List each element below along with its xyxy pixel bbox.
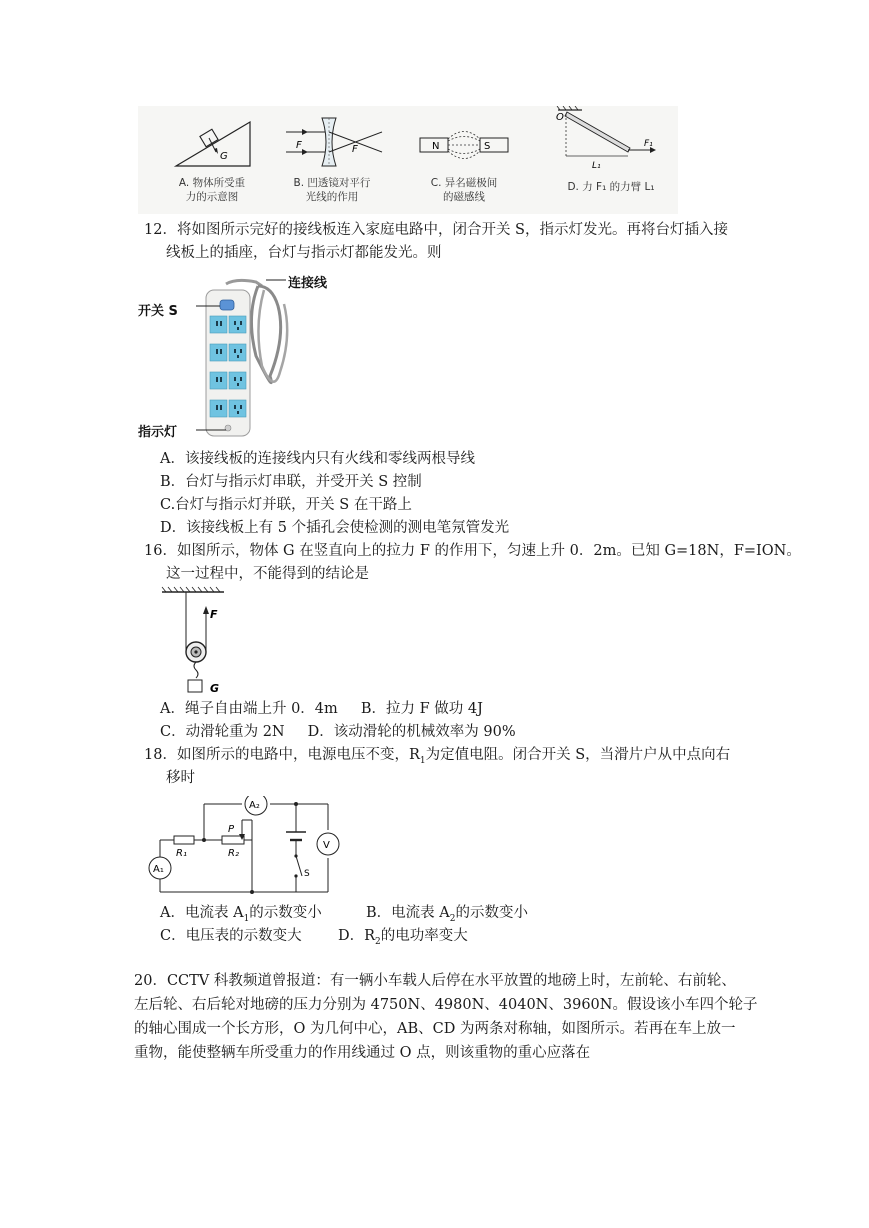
- q18-option-c: C．电压表的示数变大: [160, 928, 302, 944]
- q20-line4: 重物，能使整辆车所受重力的作用线通过 O 点，则该重物的重心应落在: [134, 1045, 591, 1061]
- q16-options-ab: A．绳子自由端上升 0．4m B．拉力 F 做功 4J: [160, 701, 483, 717]
- q11-d-f1-label: F₁: [644, 139, 653, 149]
- q18-label-v: V: [323, 840, 330, 851]
- q18-label-r1: R₁: [176, 848, 187, 859]
- q11-b-caption: B. 凹透镜对平行 光线的作用: [293, 177, 371, 203]
- q18-option-a: A．电流表 $A_1$的示数变小: [160, 905, 322, 924]
- q16-label-g: G: [210, 682, 220, 695]
- q18-option-b: B．电流表 $A_2$的示数变小: [366, 905, 528, 924]
- q18-circuit-figure: [146, 796, 346, 896]
- q11-d-l1-label: L₁: [592, 161, 601, 171]
- q11-b-f-left-label: F: [296, 140, 302, 151]
- q12-option-b: B．台灯与指示灯串联，并受开关 S 控制: [160, 474, 422, 490]
- q18-option-d: D．$R_2$的电功率变大: [338, 928, 468, 947]
- q12-stem-line1: 12．将如图所示完好的接线板连入家庭电路中，闭合开关 S，指示灯发光。再将台灯插入接: [144, 222, 728, 238]
- q18-stem-line1: 18．如图所示的电路中，电源电压不变，$R_1$为定值电阻。闭合开关 S，当滑片户从中点向右: [144, 747, 731, 766]
- q18-label-s: S: [304, 869, 310, 879]
- q12-option-d: D．该接线板上有 5 个插孔会使检测的测电笔氖管发光: [160, 520, 510, 536]
- q16-options-cd: C．动滑轮重为 2N D．该动滑轮的机械效率为 90%: [160, 724, 516, 740]
- q11-d-caption: D. 力 F₁ 的力臂 L₁: [567, 181, 655, 193]
- q11-d-o-label: O: [556, 112, 564, 123]
- q11-a-g-label: G: [220, 151, 228, 162]
- q18-label-r2: R₂: [228, 848, 239, 859]
- q11-b-f-right-label: F: [352, 144, 358, 155]
- q12-label-indicator-light: 指示灯: [138, 425, 178, 440]
- q11-figure-b-lens: [282, 112, 386, 172]
- q11-c-n-label: N: [432, 141, 440, 152]
- q18-label-a2: A₂: [249, 800, 260, 811]
- q16-pulley-figure: [158, 586, 238, 698]
- q12-label-connecting-wire: 连接线: [288, 276, 328, 291]
- q20-line3: 的轴心围成一个长方形，O 为几何中心，AB、CD 为两条对称轴，如图所示。若再在车上放一: [134, 1021, 736, 1037]
- q11-c-s-label: S: [484, 141, 491, 152]
- q11-figure-c-magnets: [418, 126, 510, 166]
- q11-figure-d-lever: [556, 106, 676, 176]
- q11-a-caption: A. 物体所受重 力的示意图: [178, 177, 246, 203]
- q16-label-f: F: [210, 608, 218, 621]
- q20-line2: 左后轮、右后轮对地磅的压力分别为 4750N、4980N、4040N、3960N。假设该小车四个轮子: [134, 997, 758, 1013]
- q12-option-c: C.台灯与指示灯并联，开关 S 在干路上: [160, 497, 412, 513]
- q11-figure-a-incline: [168, 112, 258, 172]
- q12-option-a: A．该接线板的连接线内只有火线和零线两根导线: [160, 451, 475, 467]
- q11-c-caption: C. 异名磁极间 的磁感线: [430, 177, 498, 203]
- q12-label-switch-s: 开关 S: [138, 304, 178, 319]
- q16-stem-line2: 这一过程中，不能得到的结论是: [166, 566, 369, 582]
- q18-label-p: P: [228, 824, 235, 835]
- q12-stem-line2: 线板上的插座，台灯与指示灯都能发光。则: [166, 245, 442, 261]
- q18-stem-line2: 移时: [166, 770, 195, 786]
- q18-label-a1: A₁: [153, 864, 164, 875]
- q20-line1: 20．CCTV 科教频道曾报道：有一辆小车载人后停在水平放置的地磅上时，左前轮、右前轮、: [134, 973, 736, 989]
- q16-stem-line1: 16．如图所示，物体 G 在竖直向上的拉力 F 的作用下，匀速上升 0．2m。已知 G=18N，F=ION。: [144, 543, 801, 559]
- q12-power-strip-figure: [196, 276, 306, 446]
